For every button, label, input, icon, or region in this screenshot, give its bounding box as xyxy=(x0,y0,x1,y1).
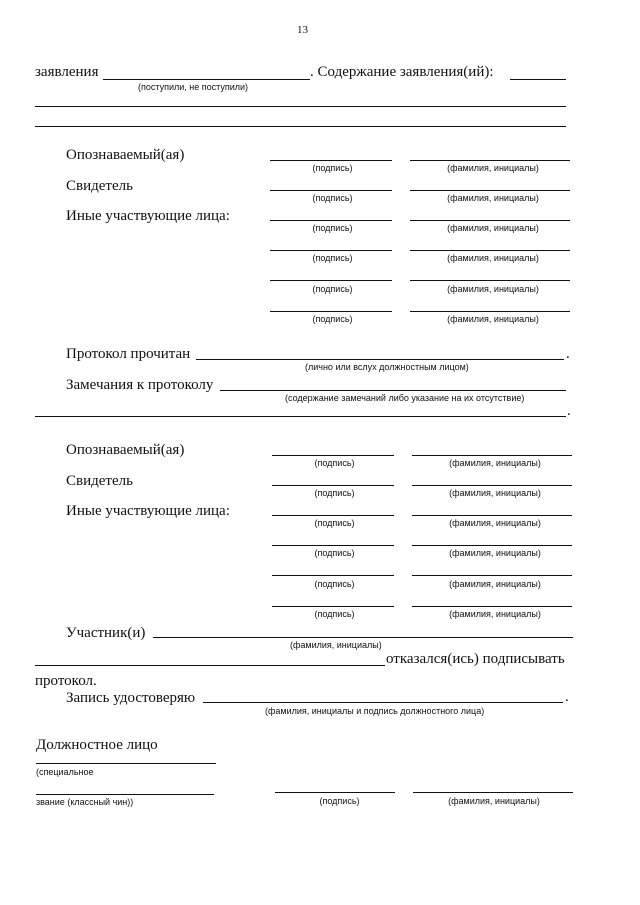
name-line xyxy=(410,190,570,191)
remarks-note: (содержание замечаний либо указание на их отсутствие) xyxy=(285,393,525,403)
signature-line xyxy=(272,455,394,456)
name-caption: (фамилия, инициалы) xyxy=(449,609,541,619)
name-caption: (фамилия, инициалы) xyxy=(449,548,541,558)
signature-caption: (подпись) xyxy=(314,458,355,468)
participant-line-2 xyxy=(35,665,385,666)
content-label: . Содержание заявления(ий): xyxy=(310,64,494,80)
protocol-read-note: (лично или вслух должностным лицом) xyxy=(305,362,469,372)
witness-label: Свидетель xyxy=(66,473,133,489)
content-line-1 xyxy=(510,79,566,80)
signature-line xyxy=(275,792,395,793)
remarks-line-1 xyxy=(220,390,566,391)
signature-caption: (подпись) xyxy=(312,284,353,294)
signature-line xyxy=(270,160,392,161)
signature-caption: (подпись) xyxy=(319,796,360,806)
signature-line xyxy=(272,606,394,607)
name-caption: (фамилия, инициалы) xyxy=(449,458,541,468)
protocol-read-dot: . xyxy=(566,346,570,362)
signature-line xyxy=(272,515,394,516)
certify-dot: . xyxy=(565,689,569,705)
signature-caption: (подпись) xyxy=(312,193,353,203)
others-label: Иные участвующие лица: xyxy=(66,208,230,224)
participant-label: Участник(и) xyxy=(66,625,146,641)
rank-line xyxy=(36,794,214,795)
name-line xyxy=(413,792,573,793)
received-note: (поступили, не поступили) xyxy=(138,82,249,92)
signature-line xyxy=(270,250,392,251)
special-note: (специальное xyxy=(36,767,94,777)
content-line-2 xyxy=(35,106,566,107)
witness-label: Свидетель xyxy=(66,178,133,194)
name-line xyxy=(412,515,572,516)
name-caption: (фамилия, инициалы) xyxy=(447,163,539,173)
identified-label: Опознаваемый(ая) xyxy=(66,147,185,163)
name-line xyxy=(412,455,572,456)
received-line xyxy=(103,79,310,80)
official-title: Должностное лицо xyxy=(36,737,158,753)
name-line xyxy=(410,250,570,251)
signature-line xyxy=(270,280,392,281)
name-line xyxy=(412,545,572,546)
signature-caption: (подпись) xyxy=(312,163,353,173)
signature-caption: (подпись) xyxy=(314,548,355,558)
others-label: Иные участвующие лица: xyxy=(66,503,230,519)
name-caption: (фамилия, инициалы) xyxy=(447,223,539,233)
signature-caption: (подпись) xyxy=(312,253,353,263)
name-caption: (фамилия, инициалы) xyxy=(447,284,539,294)
remarks-line-2 xyxy=(35,416,566,417)
protocol-read-line xyxy=(196,359,564,360)
name-caption: (фамилия, инициалы) xyxy=(447,253,539,263)
name-caption: (фамилия, инициалы) xyxy=(447,314,539,324)
signature-line xyxy=(272,485,394,486)
signature-caption: (подпись) xyxy=(314,518,355,528)
name-line xyxy=(410,160,570,161)
signature-line xyxy=(272,575,394,576)
identified-label: Опознаваемый(ая) xyxy=(66,442,185,458)
name-caption: (фамилия, инициалы) xyxy=(449,518,541,528)
signature-line xyxy=(270,220,392,221)
name-caption: (фамилия, инициалы) xyxy=(448,796,540,806)
signature-caption: (подпись) xyxy=(312,314,353,324)
name-line xyxy=(410,311,570,312)
remarks-dot: . xyxy=(567,403,571,419)
certify-note: (фамилия, инициалы и подпись должностного лица) xyxy=(265,706,485,716)
special-rank-line xyxy=(36,763,216,764)
name-caption: (фамилия, инициалы) xyxy=(449,488,541,498)
signature-line xyxy=(270,311,392,312)
protocol-read-label: Протокол прочитан xyxy=(66,346,191,362)
participant-line xyxy=(153,637,573,638)
name-line xyxy=(412,575,572,576)
rank-note: звание (классный чин)) xyxy=(36,797,134,807)
name-caption: (фамилия, инициалы) xyxy=(447,193,539,203)
refused-text: отказался(ись) подписывать xyxy=(386,651,565,667)
certify-line xyxy=(203,702,563,703)
signature-caption: (подпись) xyxy=(314,488,355,498)
name-line xyxy=(410,220,570,221)
signature-caption: (подпись) xyxy=(314,609,355,619)
name-line xyxy=(410,280,570,281)
statement-word: заявления xyxy=(35,64,99,80)
remarks-label: Замечания к протоколу xyxy=(66,377,214,393)
name-line xyxy=(412,606,572,607)
signature-caption: (подпись) xyxy=(312,223,353,233)
protocol-word: протокол. xyxy=(35,673,97,689)
signature-caption: (подпись) xyxy=(314,579,355,589)
name-line xyxy=(412,485,572,486)
content-line-3 xyxy=(35,126,566,127)
signature-line xyxy=(270,190,392,191)
page-number: 13 xyxy=(297,24,308,36)
name-caption: (фамилия, инициалы) xyxy=(449,579,541,589)
participant-note: (фамилия, инициалы) xyxy=(290,640,382,650)
certify-label: Запись удостоверяю xyxy=(66,690,196,706)
signature-line xyxy=(272,545,394,546)
